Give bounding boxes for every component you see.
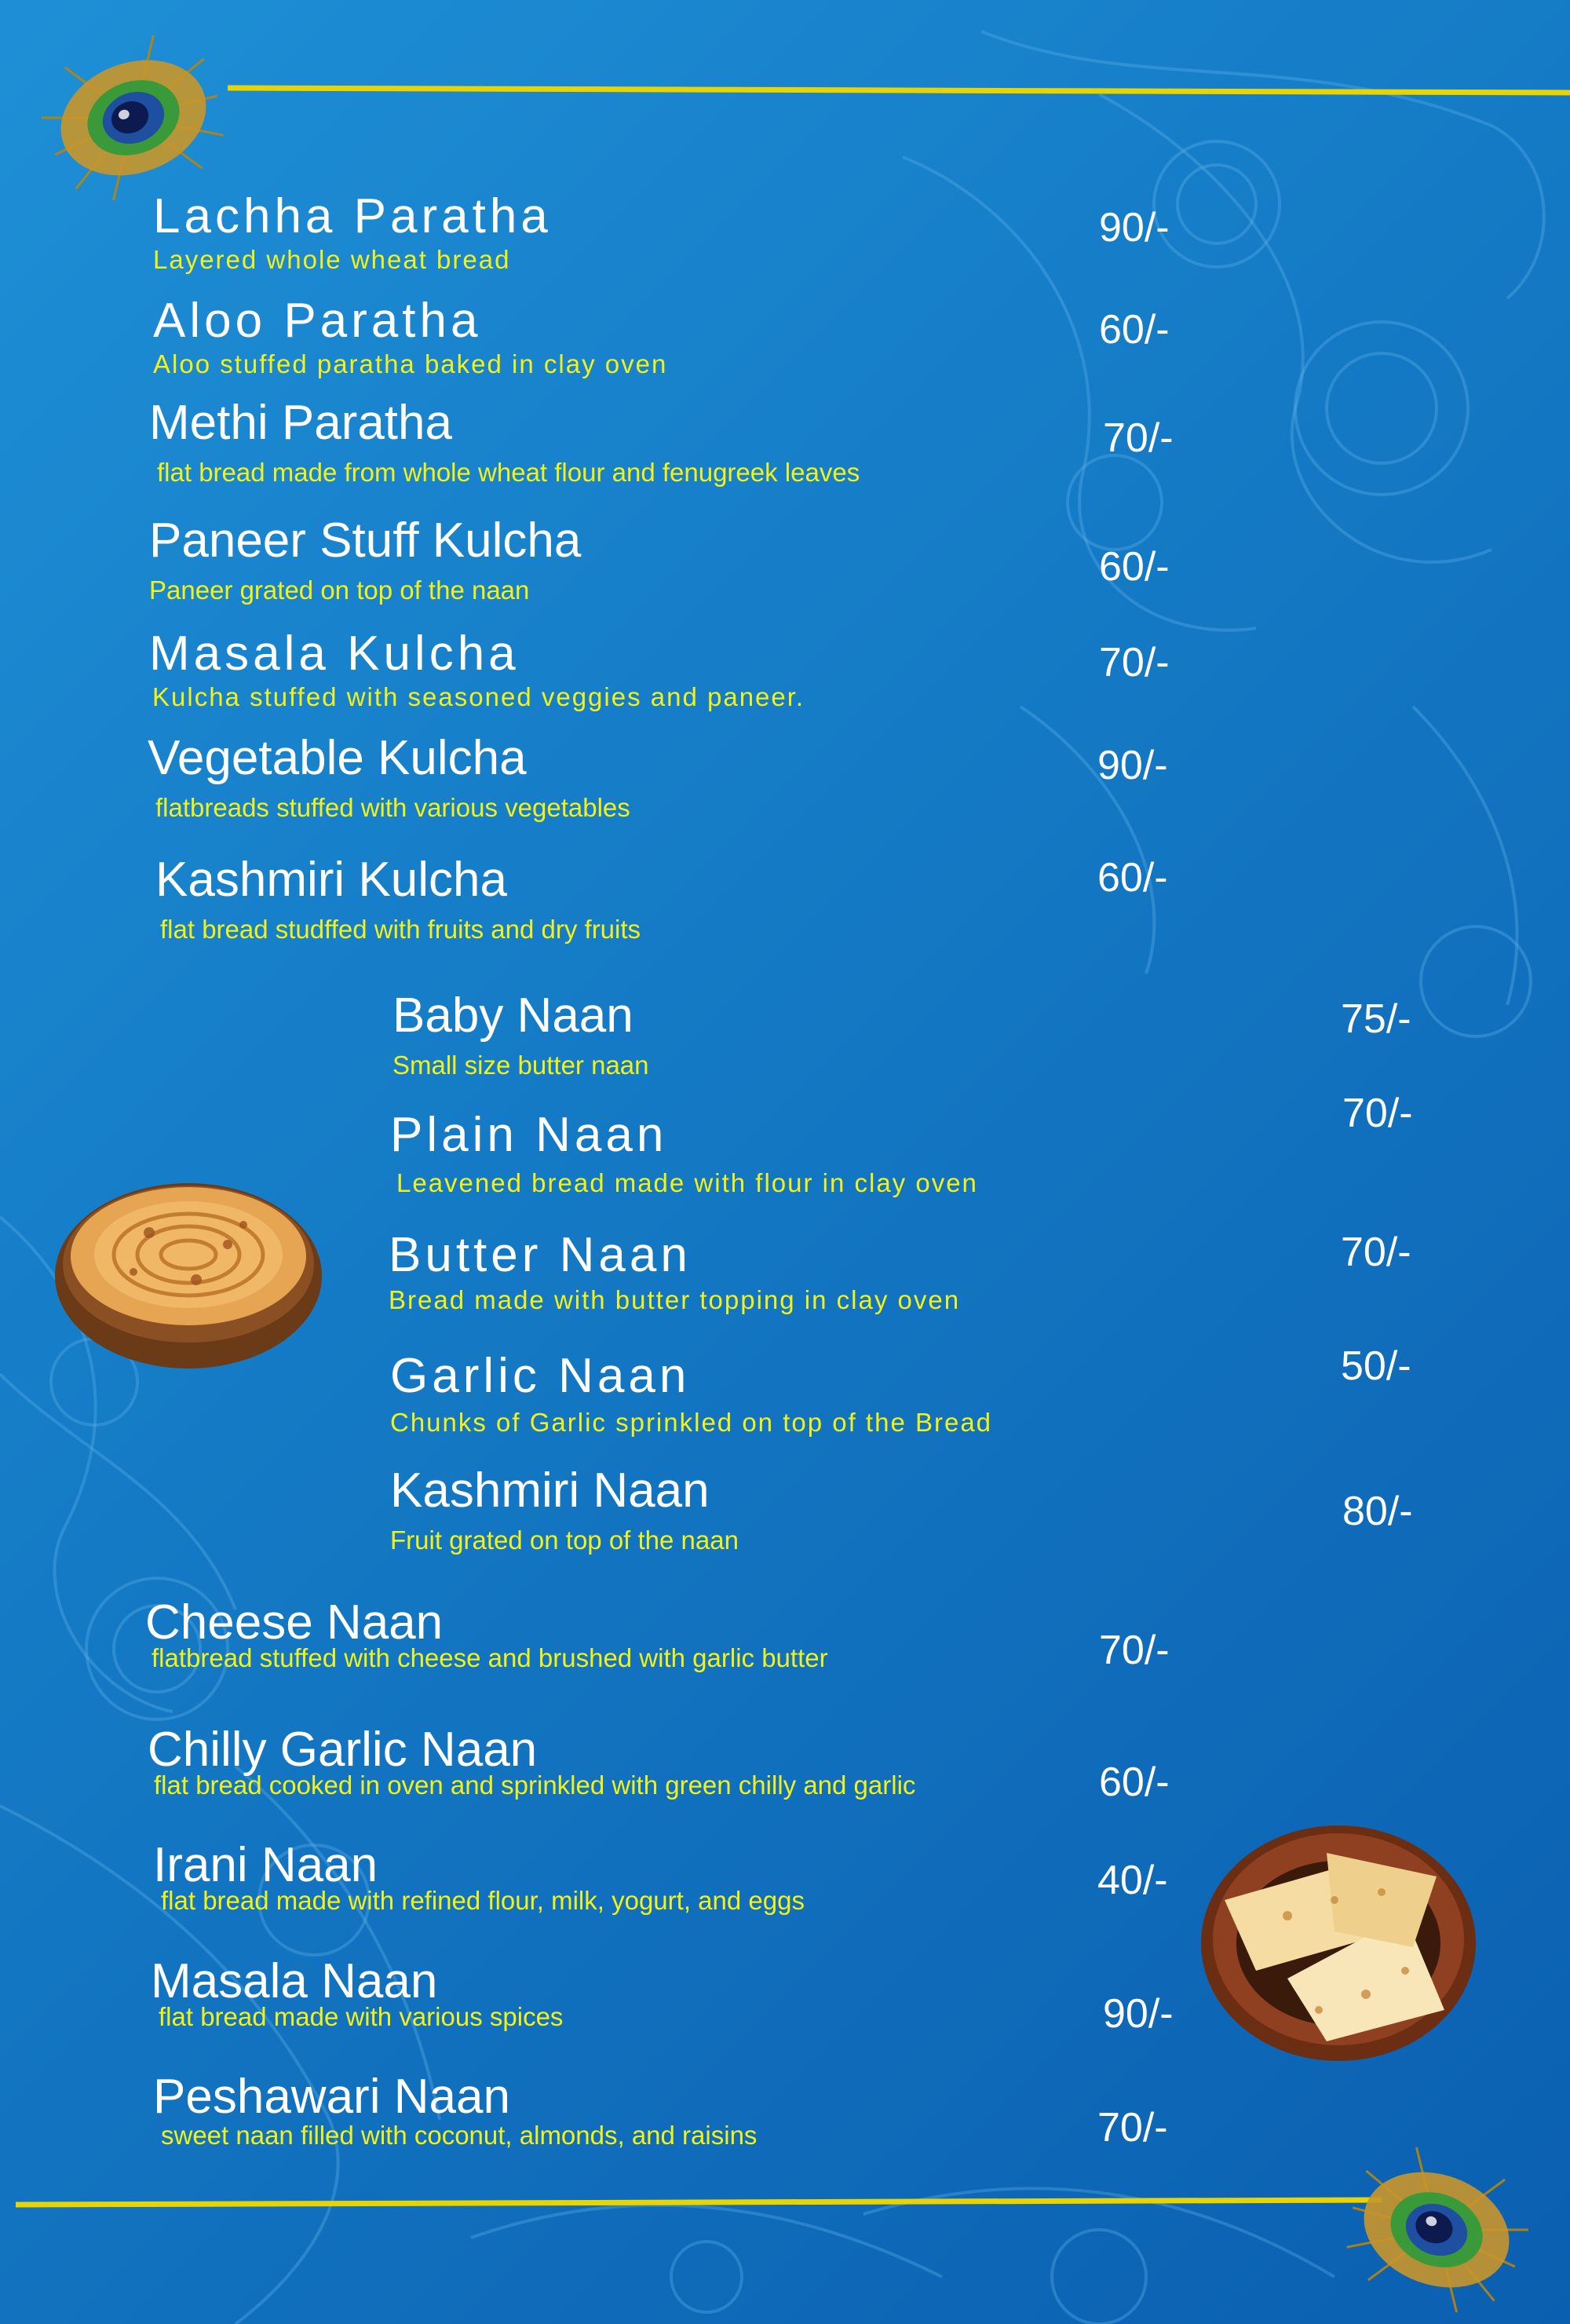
item-name: Methi Paratha	[149, 396, 452, 450]
item-description: flatbreads stuffed with various vegetables	[155, 793, 630, 822]
item-description: Fruit grated on top of the naan	[390, 1526, 739, 1555]
paratha-basket-image	[55, 1183, 322, 1368]
item-description: Paneer grated on top of the naan	[149, 576, 530, 605]
menu-item	[389, 1228, 961, 1316]
item-description: Leavened bread made with flour in clay oven	[396, 1168, 978, 1197]
menu-item	[390, 1108, 978, 1199]
item-description: Layered whole wheat bread	[153, 245, 511, 274]
item-name: Paneer Stuff Kulcha	[149, 513, 582, 568]
item-price: 60/-	[1097, 855, 1168, 901]
item-name: Peshawari Naan	[153, 2070, 510, 2124]
item-description: Aloo stuffed paratha baked in clay oven	[153, 349, 668, 378]
item-price: 60/-	[1099, 544, 1170, 590]
item-description: flat bread cooked in oven and sprinkled with green chilly and garlic	[154, 1770, 916, 1800]
menu-item	[390, 1463, 739, 1556]
item-name: Butter Naan	[389, 1228, 692, 1282]
item-price: 70/-	[1099, 1628, 1170, 1673]
menu-item	[392, 988, 649, 1081]
item-price: 60/-	[1099, 1759, 1170, 1805]
item-price: 70/-	[1103, 415, 1174, 461]
item-name: Aloo Paratha	[153, 294, 482, 348]
item-price: 90/-	[1099, 205, 1170, 250]
item-description: Small size butter naan	[392, 1051, 649, 1080]
item-name: Plain Naan	[390, 1108, 668, 1162]
item-price: 90/-	[1103, 1991, 1174, 2037]
bottom-divider-line	[16, 2200, 1382, 2205]
peacock-feather-icon	[28, 22, 239, 214]
item-price: 60/-	[1099, 307, 1170, 353]
item-name: Masala Kulcha	[149, 627, 520, 681]
item-price: 70/-	[1341, 1230, 1411, 1275]
menu-item	[149, 396, 860, 488]
item-price: 50/-	[1341, 1343, 1411, 1389]
menu-item	[153, 294, 668, 380]
item-name: Kashmiri Naan	[390, 1463, 710, 1518]
item-price: 75/-	[1341, 996, 1411, 1042]
item-description: Kulcha stuffed with seasoned veggies and paneer.	[152, 682, 805, 711]
menu-item	[153, 1838, 805, 1917]
item-name: Baby Naan	[392, 988, 633, 1043]
item-name: Kashmiri Kulcha	[155, 853, 507, 907]
item-description: flat bread made with various spices	[159, 2002, 564, 2031]
menu-item	[149, 513, 582, 606]
item-price: 70/-	[1099, 640, 1170, 685]
item-description: Bread made with butter topping in clay oven	[389, 1285, 961, 1314]
item-price: 40/-	[1097, 1858, 1168, 1903]
item-price: 70/-	[1097, 2105, 1168, 2150]
item-description: flat bread studffed with fruits and dry fruits	[160, 915, 641, 944]
item-description: Chunks of Garlic sprinkled on top of the Bread	[390, 1408, 993, 1437]
item-description: sweet naan filled with coconut, almonds, and raisins	[161, 2121, 758, 2150]
item-name: Cheese Naan	[145, 1595, 444, 1650]
menu-item	[149, 627, 805, 713]
item-price: 70/-	[1342, 1091, 1413, 1136]
item-price: 80/-	[1342, 1489, 1413, 1534]
menu-item	[148, 731, 630, 824]
item-name: Garlic Naan	[390, 1349, 691, 1403]
item-name: Lachha Paratha	[153, 189, 552, 243]
menu-item	[145, 1595, 828, 1674]
menu-item	[153, 2070, 758, 2151]
menu-item	[153, 189, 552, 276]
item-name: Vegetable Kulcha	[148, 731, 527, 785]
menu-item	[390, 1349, 993, 1438]
naan-basket-image	[1201, 1825, 1476, 2061]
item-price: 90/-	[1097, 743, 1168, 788]
menu-item	[151, 1954, 564, 2033]
item-description: flat bread made with refined flour, milk, yogurt, and eggs	[161, 1886, 805, 1915]
item-name: Irani Naan	[153, 1838, 378, 1892]
menu-item	[148, 1723, 916, 1801]
item-description: flat bread made from whole wheat flour and fenugreek leaves	[157, 458, 860, 487]
item-description: flatbread stuffed with cheese and brushed with garlic butter	[152, 1643, 828, 1672]
item-name: Masala Naan	[151, 1954, 438, 2008]
peacock-feather-icon	[1331, 2134, 1542, 2324]
menu-item	[155, 853, 641, 945]
item-name: Chilly Garlic Naan	[148, 1723, 538, 1777]
